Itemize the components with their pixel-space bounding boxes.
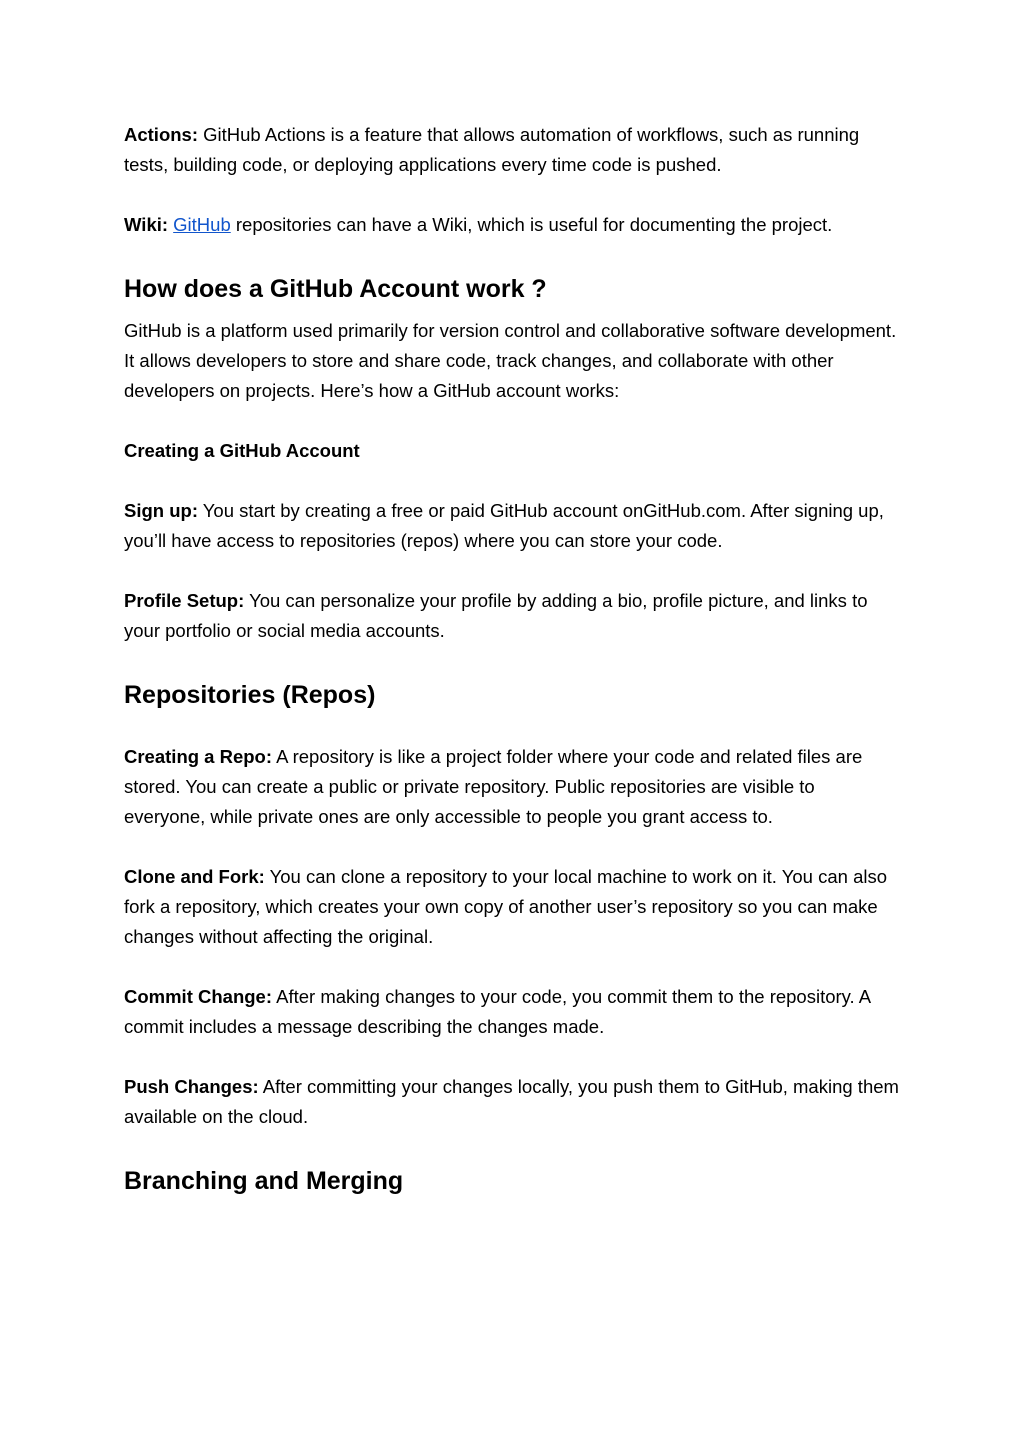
paragraph-clone-fork [124, 862, 900, 952]
paragraph-text-signup: You start by creating a free or paid GitHub account onGitHub.com. After signing up, you’ll have access to repositories (repos) where you can store your code. [124, 500, 884, 551]
heading-repositories-repos: Repositories (Repos) [124, 681, 376, 709]
paragraph-text-push-changes: After committing your changes locally, you push them to GitHub, making them available on the cloud. [124, 1076, 899, 1127]
paragraph-label-clone-fork: Clone and Fork: [124, 866, 265, 887]
paragraph-wiki [124, 210, 900, 240]
github-link[interactable]: GitHub [173, 214, 231, 235]
paragraph-label-commit-change: Commit Change: [124, 986, 272, 1007]
paragraph-text-wiki: repositories can have a Wiki, which is useful for documenting the project. [230, 214, 833, 235]
paragraph-text-commit-change: After making changes to your code, you commit them to the repository. A commit includes a message describing the changes made. [124, 986, 871, 1037]
paragraph-push-changes [124, 1072, 900, 1132]
heading-branching-and-merging: Branching and Merging [124, 1167, 404, 1195]
paragraph-text-creating-repo: A repository is like a project folder where your code and related files are stored. You can create a public or private repository. Public repositories are visible to everyone, while private ones are only accessible to people you grant access to. [124, 746, 863, 827]
paragraph-label-wiki: Wiki: [124, 214, 169, 235]
paragraph-commit-change [124, 982, 900, 1042]
subheading-creating-github-account: Creating a GitHub Account [124, 440, 360, 461]
paragraph-actions [124, 120, 900, 180]
paragraph-label-signup: Sign up: [124, 500, 198, 521]
paragraph-creating-repo [124, 742, 900, 832]
paragraph-profile-setup [124, 586, 900, 646]
paragraph-text-clone-fork: You can clone a repository to your local machine to work on it. You can also fork a repository, which creates your own copy of another user’s repository so you can make changes without affecting the original. [124, 866, 888, 947]
paragraph-text-actions: GitHub Actions is a feature that allows automation of workflows, such as running tests, building code, or deploying applications every time code is pushed. [124, 124, 860, 175]
paragraph-platform: GitHub is a platform used primarily for version control and collaborative software development. It allows developers to store and share code, track changes, and collaborate with other developers on projects. Here’s how a GitHub account works: [124, 320, 897, 401]
paragraph-label-push-changes: Push Changes: [124, 1076, 259, 1097]
heading-how-github-account-works: How does a GitHub Account work ? [124, 275, 547, 303]
paragraph-signup [124, 496, 900, 556]
paragraph-label-creating-repo: Creating a Repo: [124, 746, 273, 767]
paragraph-label-actions: Actions: [124, 124, 198, 145]
paragraph-label-profile-setup: Profile Setup: [124, 590, 245, 611]
paragraph-text-profile-setup: You can personalize your profile by adding a bio, profile picture, and links to your portfolio or social media accounts. [124, 590, 868, 641]
